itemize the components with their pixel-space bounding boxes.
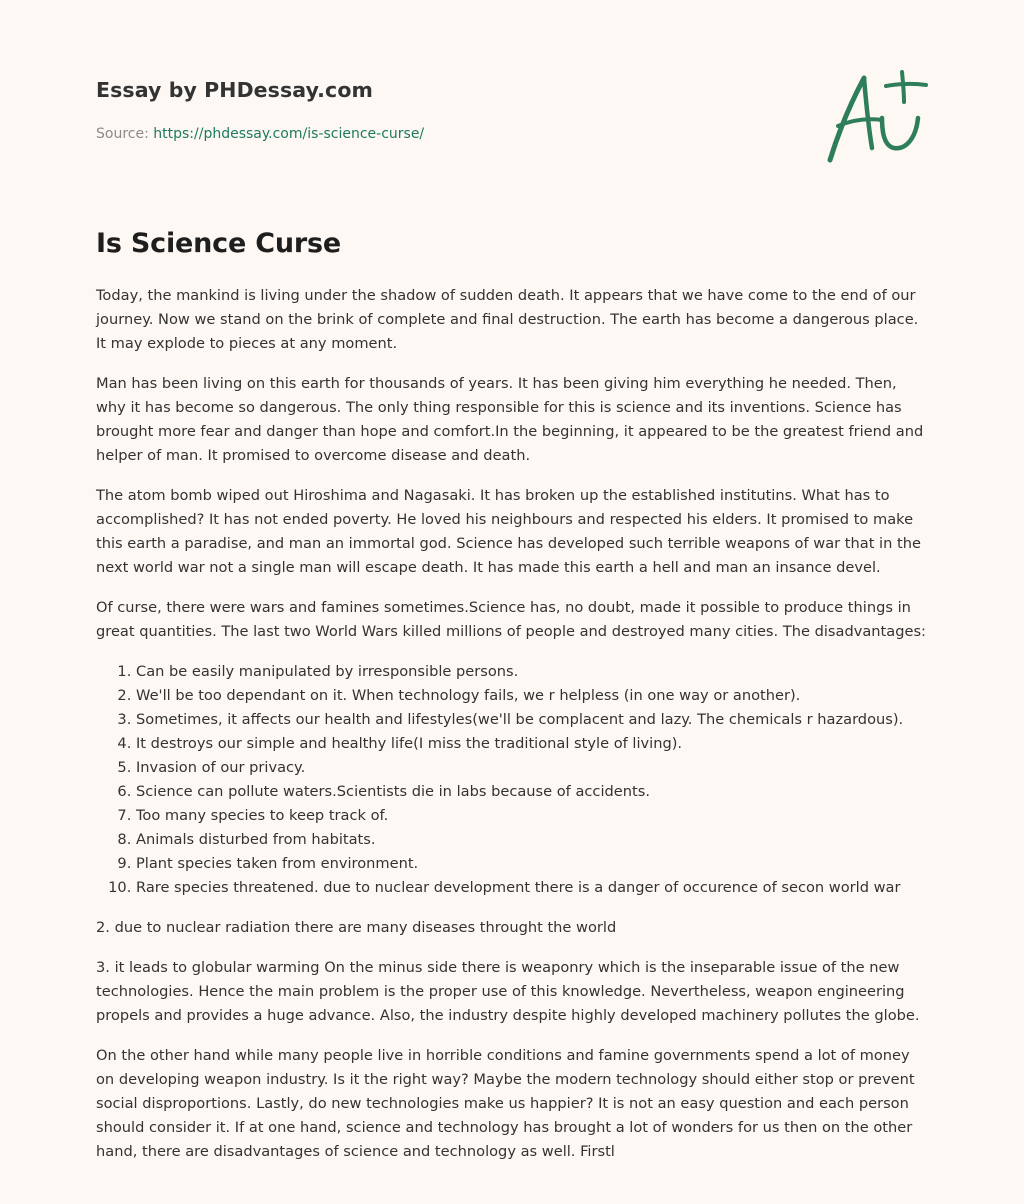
source-label: Source: — [96, 126, 154, 142]
list-item: 5. Invasion of our privacy. — [136, 756, 930, 780]
list-item: 3. Sometimes, it affects our health and lifestyles(we'll be complacent and lazy. The chemicals r hazardous). — [136, 708, 930, 732]
paragraph: 3. it leads to globular warming On the minus side there is weaponry which is the inseparable issue of the new technologies. Hence the main problem is the proper use of this knowledge. Nevertheless, weapon engineering propels and provides a huge advance. Also, the industry despite highly developed machinery pollutes the globe. — [96, 959, 920, 1024]
list-item: 4. It destroys our simple and healthy life(I miss the traditional style of living). — [136, 732, 930, 756]
paragraph: The atom bomb wiped out Hiroshima and Nagasaki. It has broken up the established institutins. What has to accomplished? It has not ended poverty. He loved his neighbours and respected his elders. It promised to make this earth a paradise, and man an immortal god. Science has developed such terrible weapons of war that in the next world war not a single man will escape death. It has made this earth a hell and man an insance devel. — [96, 487, 921, 576]
list-item: 9. Plant species taken from environment. — [136, 852, 930, 876]
source-link[interactable]: https://phdessay.com/is-science-curse/ — [153, 126, 425, 142]
paragraph: 2. due to nuclear radiation there are many diseases throught the world — [96, 919, 617, 936]
a-plus-logo — [824, 68, 928, 164]
disadvantages-list — [96, 660, 930, 900]
paragraph: On the other hand while many people live in horrible conditions and famine governments spend a lot of money on developing weapon industry. Is it the right way? Maybe the modern technology should either stop or prevent social disproportions. Lastly, do new technologies make us happier? It is not an easy question and each person should consider it. If at one hand, science and technology has brought a lot of wonders for us then on the other hand, there are disadvantages of science and technology as well. Firstl — [96, 1047, 915, 1160]
site-brand: Essay by PHDessay.com — [96, 78, 373, 102]
page-header — [96, 76, 926, 176]
list-item: 6. Science can pollute waters.Scientists die in labs because of accidents. — [136, 780, 930, 804]
list-item: 7. Too many species to keep track of. — [136, 804, 930, 828]
paragraph: Today, the mankind is living under the shadow of sudden death. It appears that we have come to the end of our journey. Now we stand on the brink of complete and final destruction. The earth has become a dangerous place. It may explode to pieces at any moment. — [96, 287, 919, 352]
list-item: 8. Animals disturbed from habitats. — [136, 828, 930, 852]
list-item: 1. Can be easily manipulated by irresponsible persons. — [136, 660, 930, 684]
source-line — [96, 124, 424, 144]
paragraph: Of curse, there were wars and famines sometimes.Science has, no doubt, made it possible to produce things in great quantities. The last two World Wars killed millions of people and destroyed many cities. The disadvantages: — [96, 599, 926, 640]
list-item: 2. We'll be too dependant on it. When technology fails, we r helpless (in one way or another). — [136, 684, 930, 708]
essay-title: Is Science Curse — [96, 228, 342, 259]
paragraph: Man has been living on this earth for thousands of years. It has been giving him everything he needed. Then, why it has become so dangerous. The only thing responsible for this is science and its inventions. Science has brought more fear and danger than hope and comfort.In the beginning, it appeared to be the greatest friend and helper of man. It promised to overcome disease and death. — [96, 375, 924, 464]
essay-body — [96, 284, 930, 1180]
list-item: 10. Rare species threatened. due to nuclear development there is a danger of occurence of secon world war — [136, 876, 930, 900]
